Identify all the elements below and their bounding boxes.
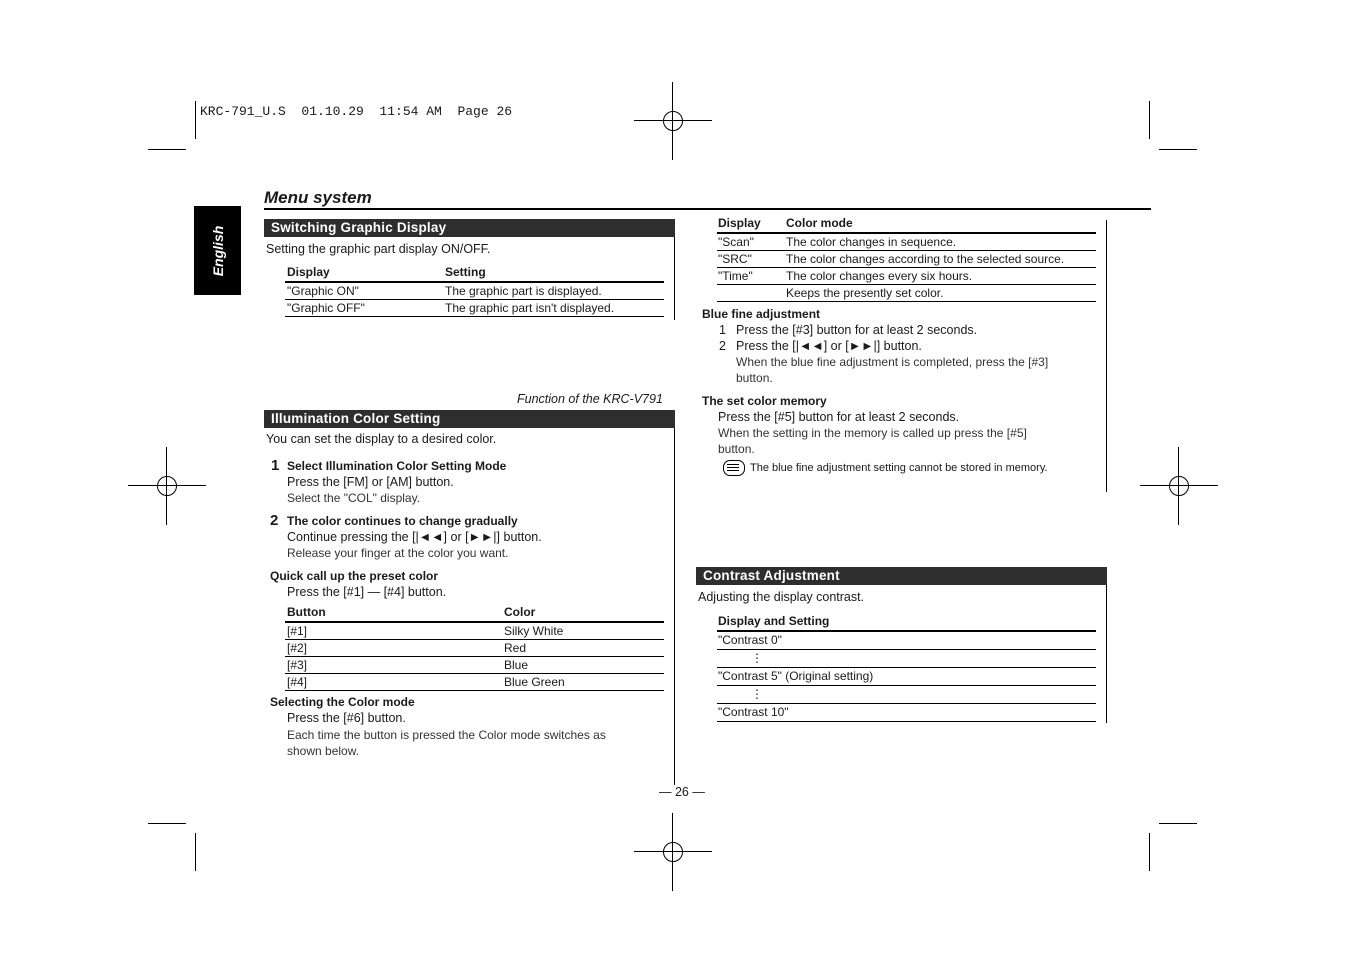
switching-table [285, 264, 664, 317]
language-tab [194, 206, 241, 295]
table-cell: Blue Green [504, 675, 565, 689]
table-cell: Red [504, 641, 527, 655]
crop-mark [1149, 101, 1150, 139]
step-title: The color continues to change gradually [287, 514, 518, 528]
column-rule [1106, 220, 1107, 492]
color-mode-note: Each time the button is pressed the Color mode switches as [287, 728, 606, 742]
blue-fine-step: Press the [|◄◄] or [►►|] button. [736, 339, 922, 353]
table-cell: "Contrast 0" [718, 633, 782, 647]
table-row [717, 632, 1096, 650]
section-heading-switching: Switching Graphic Display [264, 219, 675, 237]
set-memory-title: The set color memory [702, 394, 827, 408]
crop-mark [1159, 823, 1197, 824]
table-row [717, 686, 1096, 704]
set-memory-note: button. [718, 442, 755, 456]
crop-mark [148, 823, 186, 824]
color-mode-title: Selecting the Color mode [270, 695, 415, 709]
registration-mark [1140, 447, 1218, 525]
column-header: Setting [445, 265, 486, 279]
registration-mark [634, 82, 712, 160]
table-row [285, 300, 664, 317]
contrast-intro: Adjusting the display contrast. [698, 590, 865, 604]
blue-fine-note: When the blue fine adjustment is completed, press the [#3] [736, 355, 1049, 369]
set-memory-line: Press the [#5] button for at least 2 seconds. [718, 410, 960, 424]
column-header: Button [287, 605, 326, 619]
page-number: — 26 — [659, 785, 705, 799]
table-cell: "Contrast 5" (Original setting) [718, 669, 874, 683]
table-cell: [#1] [287, 624, 308, 638]
blue-fine-note: button. [736, 371, 773, 385]
blue-fine-step-number: 1 [719, 323, 726, 337]
table-header [285, 264, 664, 283]
step-line: Press the [FM] or [AM] button. [287, 475, 454, 489]
table-row [285, 623, 664, 640]
table-cell: The color changes according to the selected source. [786, 252, 1065, 266]
quick-call-line: Press the [#1] — [#4] button. [287, 585, 447, 599]
table-header [717, 215, 1096, 234]
note-icon [723, 460, 745, 476]
quick-call-title: Quick call up the preset color [270, 569, 439, 583]
column-rule [1106, 583, 1107, 723]
step-note: Select the "COL" display. [287, 491, 421, 505]
table-cell: "Contrast 10" [718, 705, 789, 719]
table-row [717, 285, 1096, 302]
blue-fine-step-number: 2 [719, 339, 726, 353]
table-cell: The graphic part is displayed. [445, 284, 602, 298]
table-header [285, 604, 664, 623]
title-rule [264, 208, 1151, 210]
language-tab-label: English [209, 225, 226, 276]
column-header: Color mode [786, 216, 853, 230]
table-row [717, 650, 1096, 668]
table-cell: "SRC" [718, 252, 752, 266]
color-mode-note: shown below. [287, 744, 360, 758]
memory-note-text: The blue fine adjustment setting cannot be stored in memory. [750, 462, 1048, 474]
section-heading-contrast: Contrast Adjustment [696, 567, 1107, 585]
step-line: Continue pressing the [|◄◄] or [►►|] button. [287, 530, 542, 544]
table-row [285, 283, 664, 300]
table-cell: Keeps the presently set color. [786, 286, 944, 300]
table-cell: Silky White [504, 624, 564, 638]
table-row [717, 704, 1096, 722]
table-cell: "Graphic OFF" [287, 301, 365, 315]
crop-mark [195, 101, 196, 139]
table-cell: "Graphic ON" [287, 284, 359, 298]
table-row [285, 657, 664, 674]
color-mode-table [717, 215, 1096, 302]
column-rule [674, 410, 675, 785]
registration-mark [128, 447, 206, 525]
table-cell: [#2] [287, 641, 308, 655]
crop-mark [195, 833, 196, 871]
column-header: Display [718, 216, 761, 230]
contrast-table [717, 613, 1096, 722]
function-note: Function of the KRC-V791 [517, 392, 663, 406]
column-header: Display and Setting [718, 614, 830, 628]
preset-color-table [285, 604, 664, 691]
table-row [717, 251, 1096, 268]
table-cell: Blue [504, 658, 529, 672]
table-cell: "Scan" [718, 235, 754, 249]
step-number: 1 [271, 457, 280, 474]
step-title: Select Illumination Color Setting Mode [287, 459, 507, 473]
step-number: 2 [270, 512, 279, 529]
blue-fine-step: Press the [#3] button for at least 2 seconds. [736, 323, 978, 337]
page-title: Menu system [264, 188, 372, 207]
color-mode-line: Press the [#6] button. [287, 711, 406, 725]
table-cell: [#3] [287, 658, 308, 672]
table-row [285, 640, 664, 657]
table-cell: ⋮ [751, 687, 763, 701]
table-cell: The color changes every six hours. [786, 269, 973, 283]
table-cell: "Time" [718, 269, 753, 283]
table-row [285, 674, 664, 691]
crop-mark [1149, 833, 1150, 871]
table-row [717, 268, 1096, 285]
table-header [717, 613, 1096, 632]
table-cell: [#4] [287, 675, 308, 689]
section-heading-illumination: Illumination Color Setting [264, 410, 675, 428]
blue-fine-title: Blue fine adjustment [702, 307, 821, 321]
table-cell: The graphic part isn't displayed. [445, 301, 615, 315]
table-cell: ⋮ [751, 651, 763, 665]
table-row [717, 668, 1096, 686]
table-cell: The color changes in sequence. [786, 235, 957, 249]
column-header: Color [504, 605, 536, 619]
print-header: KRC-791_U.S 01.10.29 11:54 AM Page 26 [200, 104, 513, 119]
column-header: Display [287, 265, 330, 279]
crop-mark [1159, 149, 1197, 150]
set-memory-note: When the setting in the memory is called up press the [#5] [718, 426, 1027, 440]
illumination-intro: You can set the display to a desired color. [266, 432, 497, 446]
step-note: Release your finger at the color you want. [287, 546, 509, 560]
table-row [717, 234, 1096, 251]
registration-mark [634, 813, 712, 891]
crop-mark [148, 149, 186, 150]
switching-intro: Setting the graphic part display ON/OFF. [266, 242, 491, 256]
